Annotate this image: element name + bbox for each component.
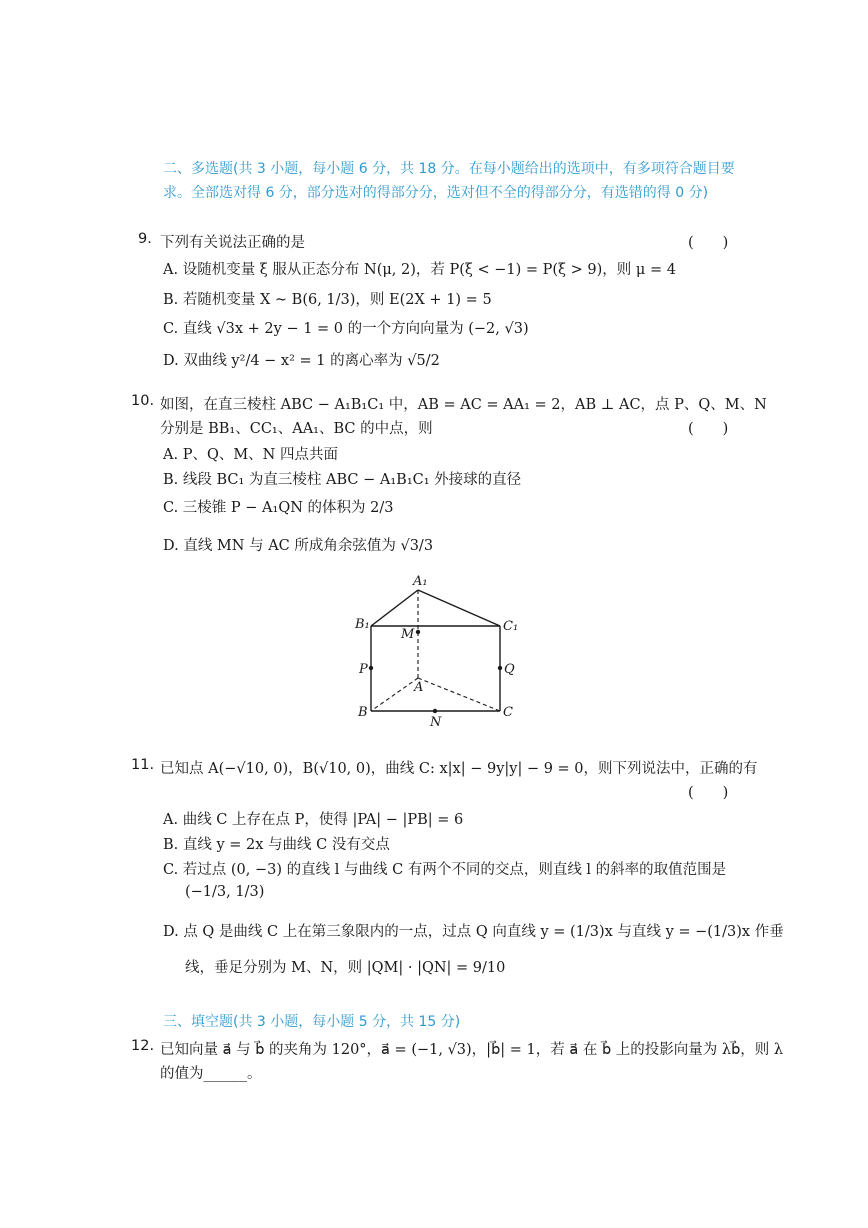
q11-option-b: B. 直线 y = 2x 与曲线 C 没有交点 (163, 837, 390, 853)
prism-figure (350, 570, 530, 730)
label-n: N (430, 715, 442, 730)
q10-option-b: B. 线段 BC₁ 为直三棱柱 ABC − A₁B₁C₁ 外接球的直径 (163, 472, 522, 488)
q9-option-d: D. 双曲线 y²/4 − x² = 1 的离心率为 √5/2 (163, 353, 440, 369)
point-p (369, 666, 373, 670)
label-b: B (358, 705, 368, 720)
label-c1: C₁ (503, 619, 519, 634)
label-a: A (414, 680, 424, 695)
q11-number: 11. (131, 757, 155, 773)
section3-heading: 三、填空题(共 3 小题，每小题 5 分，共 15 分) (163, 1014, 461, 1030)
label-b1: B₁ (355, 617, 370, 632)
q11-answer-bracket: ( ) (688, 785, 729, 801)
q11-option-a: A. 曲线 C 上存在点 P，使得 |PA| − |PB| = 6 (163, 812, 464, 828)
q11-option-d-line2: 线，垂足分别为 M、N，则 |QM| · |QN| = 9/10 (185, 960, 506, 976)
point-n (433, 709, 437, 713)
edge-a1-c1 (418, 590, 500, 626)
q9-option-b: B. 若随机变量 X ~ B(6, 1/3)，则 E(2X + 1) = 5 (163, 292, 492, 308)
q11-option-c-line1: C. 若过点 (0, −3) 的直线 l 与曲线 C 有两个不同的交点，则直线 l 的斜率的取值范围是 (163, 862, 727, 878)
section2-heading-line2: 求。全部选对得 6 分，部分选对的得部分分，选对但不全的得部分分，有选错的得 0 分) (163, 185, 709, 201)
section2-heading-line1: 二、多选题(共 3 小题，每小题 6 分，共 18 分。在每小题给出的选项中，有多项符合题目要 (163, 161, 735, 177)
q12-stem-line1: 已知向量 a⃗ 与 b⃗ 的夹角为 120°，a⃗ = (−1, √3)，|b⃗| = 1，若 a⃗ 在 b⃗ 上的投影向量为 λb⃗，则 λ (160, 1042, 784, 1058)
q9-answer-bracket: ( ) (688, 235, 729, 251)
q9-option-c: C. 直线 √3x + 2y − 1 = 0 的一个方向向量为 (−2, √3) (163, 321, 529, 337)
label-m: M (401, 627, 415, 642)
hidden-edge-a-c (418, 678, 500, 711)
q10-number: 10. (131, 393, 155, 409)
q9-number: 9. (138, 231, 152, 247)
q10-answer-bracket: ( ) (688, 421, 729, 437)
hidden-edge-a-b (371, 678, 418, 711)
q10-option-c: C. 三棱锥 P − A₁QN 的体积为 2/3 (163, 500, 394, 516)
edge-a1-b1 (371, 590, 418, 626)
label-q: Q (504, 662, 515, 677)
q11-option-c-line2: (−1/3, 1/3) (185, 884, 265, 900)
q9-stem: 下列有关说法正确的是 (160, 235, 305, 251)
q10-stem-line1: 如图，在直三棱柱 ABC − A₁B₁C₁ 中，AB = AC = AA₁ = 2，AB ⊥ AC，点 P、Q、M、N (160, 397, 767, 413)
q9-option-a: A. 设随机变量 ξ 服从正态分布 N(μ, 2)，若 P(ξ < −1) = P(ξ > 9)，则 μ = 4 (163, 262, 676, 278)
q11-stem: 已知点 A(−√10, 0)，B(√10, 0)，曲线 C: x|x| − 9y|y| − 9 = 0，则下列说法中，正确的有 (160, 761, 758, 777)
label-c: C (503, 705, 513, 720)
q12-stem-line2: 的值为______。 (160, 1066, 262, 1082)
q12-number: 12. (131, 1038, 155, 1054)
label-p: P (359, 662, 368, 677)
label-a1: A₁ (413, 574, 428, 589)
q10-option-d: D. 直线 MN 与 AC 所成角余弦值为 √3/3 (163, 538, 434, 554)
q10-option-a: A. P、Q、M、N 四点共面 (163, 447, 338, 463)
point-m (416, 630, 420, 634)
q10-stem-line2: 分别是 BB₁、CC₁、AA₁、BC 的中点，则 (160, 421, 433, 437)
point-q (498, 666, 502, 670)
q11-option-d-line1: D. 点 Q 是曲线 C 上在第三象限内的一点，过点 Q 向直线 y = (1/3)x 与直线 y = −(1/3)x 作垂 (163, 924, 784, 940)
